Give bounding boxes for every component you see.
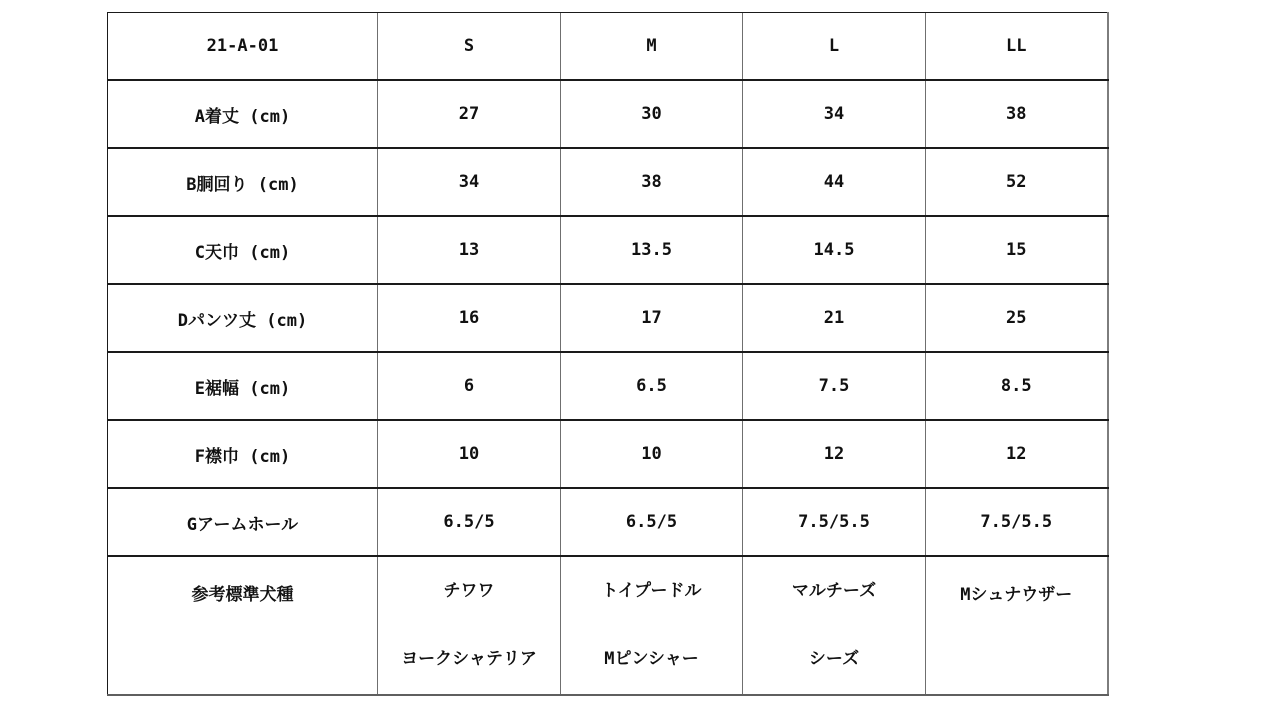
breed-line2: Mピンシャー xyxy=(604,649,699,670)
size-cell: 8.5 xyxy=(926,352,1108,420)
breed-line1: Mシュナウザー xyxy=(960,585,1073,605)
size-header-m: M xyxy=(561,13,743,81)
row-label: E裾幅 (cm) xyxy=(108,352,378,420)
breed-cell-ll xyxy=(926,556,1108,695)
breed-line2: ヨークシャテリア xyxy=(401,649,537,670)
breed-line1: 参考標準犬種 xyxy=(191,585,294,605)
row-label xyxy=(108,556,378,695)
size-cell: 44 xyxy=(743,148,926,216)
size-cell: 6.5/5 xyxy=(561,488,743,556)
size-cell: 7.5 xyxy=(743,352,926,420)
size-cell: 34 xyxy=(743,80,926,148)
size-header-ll: LL xyxy=(926,13,1108,81)
row-label: Dパンツ丈 (cm) xyxy=(108,284,378,352)
size-chart xyxy=(107,12,1109,696)
header-row xyxy=(108,13,1108,81)
size-cell: 16 xyxy=(378,284,561,352)
size-cell: 17 xyxy=(561,284,743,352)
size-cell: 13 xyxy=(378,216,561,284)
breed-line1: トイプードル xyxy=(601,580,702,601)
breed-line1: チワワ xyxy=(443,580,495,601)
size-cell: 38 xyxy=(926,80,1108,148)
table-row-collar-width xyxy=(108,420,1108,488)
size-cell: 30 xyxy=(561,80,743,148)
row-label: C天巾 (cm) xyxy=(108,216,378,284)
size-cell: 14.5 xyxy=(743,216,926,284)
breed-cell-m xyxy=(561,556,743,695)
size-cell: 21 xyxy=(743,284,926,352)
size-cell: 7.5/5.5 xyxy=(743,488,926,556)
breed-line1: マルチーズ xyxy=(791,580,877,601)
row-label: F襟巾 (cm) xyxy=(108,420,378,488)
row-label: Gアームホール xyxy=(108,488,378,556)
size-cell: 38 xyxy=(561,148,743,216)
table-row-top-width xyxy=(108,216,1108,284)
size-cell: 12 xyxy=(743,420,926,488)
size-cell: 6 xyxy=(378,352,561,420)
breed-cell-l xyxy=(743,556,926,695)
product-code-cell: 21-A-01 xyxy=(108,13,378,81)
breed-cell-s xyxy=(378,556,561,695)
size-cell: 7.5/5.5 xyxy=(926,488,1108,556)
size-cell: 6.5 xyxy=(561,352,743,420)
size-cell: 34 xyxy=(378,148,561,216)
table-row-armhole xyxy=(108,488,1108,556)
size-cell: 10 xyxy=(378,420,561,488)
size-cell: 10 xyxy=(561,420,743,488)
table-row-girth xyxy=(108,148,1108,216)
size-header-l: L xyxy=(743,13,926,81)
row-label: B胴回り (cm) xyxy=(108,148,378,216)
size-cell: 27 xyxy=(378,80,561,148)
table-row-hem-width xyxy=(108,352,1108,420)
breed-cell xyxy=(108,557,377,694)
size-cell: 15 xyxy=(926,216,1108,284)
table-row-back-length xyxy=(108,80,1108,148)
size-header-s: S xyxy=(378,13,561,81)
size-cell: 13.5 xyxy=(561,216,743,284)
size-cell: 12 xyxy=(926,420,1108,488)
size-cell: 6.5/5 xyxy=(378,488,561,556)
row-label: A着丈 (cm) xyxy=(108,80,378,148)
table-row-pants-length xyxy=(108,284,1108,352)
size-cell: 52 xyxy=(926,148,1108,216)
size-cell: 25 xyxy=(926,284,1108,352)
breed-line2: シーズ xyxy=(808,649,860,670)
size-table xyxy=(107,12,1109,696)
table-row-reference-breeds xyxy=(108,556,1108,695)
